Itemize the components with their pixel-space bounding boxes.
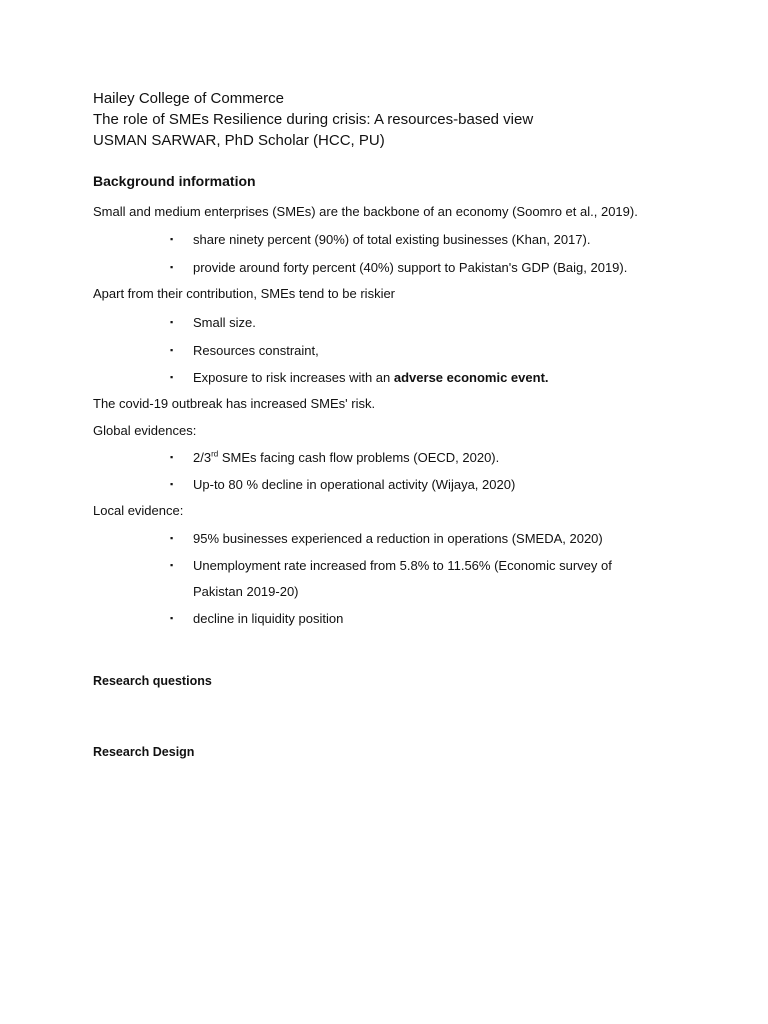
background-heading: Background information [93,173,256,189]
global-evidence-label: Global evidences: [93,423,197,438]
list-item-text: Exposure to risk increases with an [193,370,394,385]
document-title: The role of SMEs Resilience during crisis: A resources-based view [93,111,534,128]
bullet-icon: ▪ [170,372,174,382]
research-design-heading: Research Design [93,745,195,759]
list-item [170,530,603,547]
list-item-text: Resources constraint, [193,343,319,358]
list-item [170,314,256,331]
bullet-icon: ▪ [170,452,174,462]
superscript-text: rd [211,449,219,459]
bullet-icon: ▪ [170,533,174,543]
list-item-text: decline in liquidity position [193,611,344,626]
risk-intro: Apart from their contribution, SMEs tend to be riskier [93,286,396,301]
list-item-text: Up-to 80 % decline in operational activity (Wijaya, 2020) [193,477,516,492]
list-item [170,231,590,248]
list-item-text: Unemployment rate increased from 5.8% to 11.56% (Economic survey of [193,558,612,573]
bullet-icon: ▪ [170,234,174,244]
list-item-text: SMEs facing cash flow problems (OECD, 2020). [218,450,500,465]
list-item-text: Small size. [193,315,256,330]
list-item [170,259,627,276]
list-item-text: provide around forty percent (40%) support to Pakistan's GDP (Baig, 2019). [193,260,628,275]
author-line: USMAN SARWAR, PhD Scholar (HCC, PU) [93,132,385,149]
bullet-icon: ▪ [170,560,174,570]
list-item [170,557,612,574]
list-item [170,610,343,627]
list-item-emphasis: adverse economic event. [393,370,549,385]
list-item-continuation: Pakistan 2019-20) [193,584,299,599]
background-intro: Small and medium enterprises (SMEs) are the backbone of an economy (Soomro et al., 2019). [93,204,638,219]
list-item-text: 2/3 [193,450,212,465]
covid-statement: The covid-19 outbreak has increased SMEs' risk. [93,396,376,411]
bullet-icon: ▪ [170,262,174,272]
list-item [170,476,515,493]
bullet-icon: ▪ [170,479,174,489]
list-item-text: 95% businesses experienced a reduction in operations (SMEDA, 2020) [193,531,603,546]
bullet-icon: ▪ [170,317,174,327]
college-name: Hailey College of Commerce [93,90,284,107]
list-item [170,342,319,359]
local-evidence-label: Local evidence: [93,503,184,518]
research-questions-heading: Research questions [93,674,212,688]
list-item [170,369,549,386]
bullet-icon: ▪ [170,613,174,623]
list-item [170,449,499,466]
bullet-icon: ▪ [170,345,174,355]
list-item-text: share ninety percent (90%) of total existing businesses (Khan, 2017). [193,232,591,247]
